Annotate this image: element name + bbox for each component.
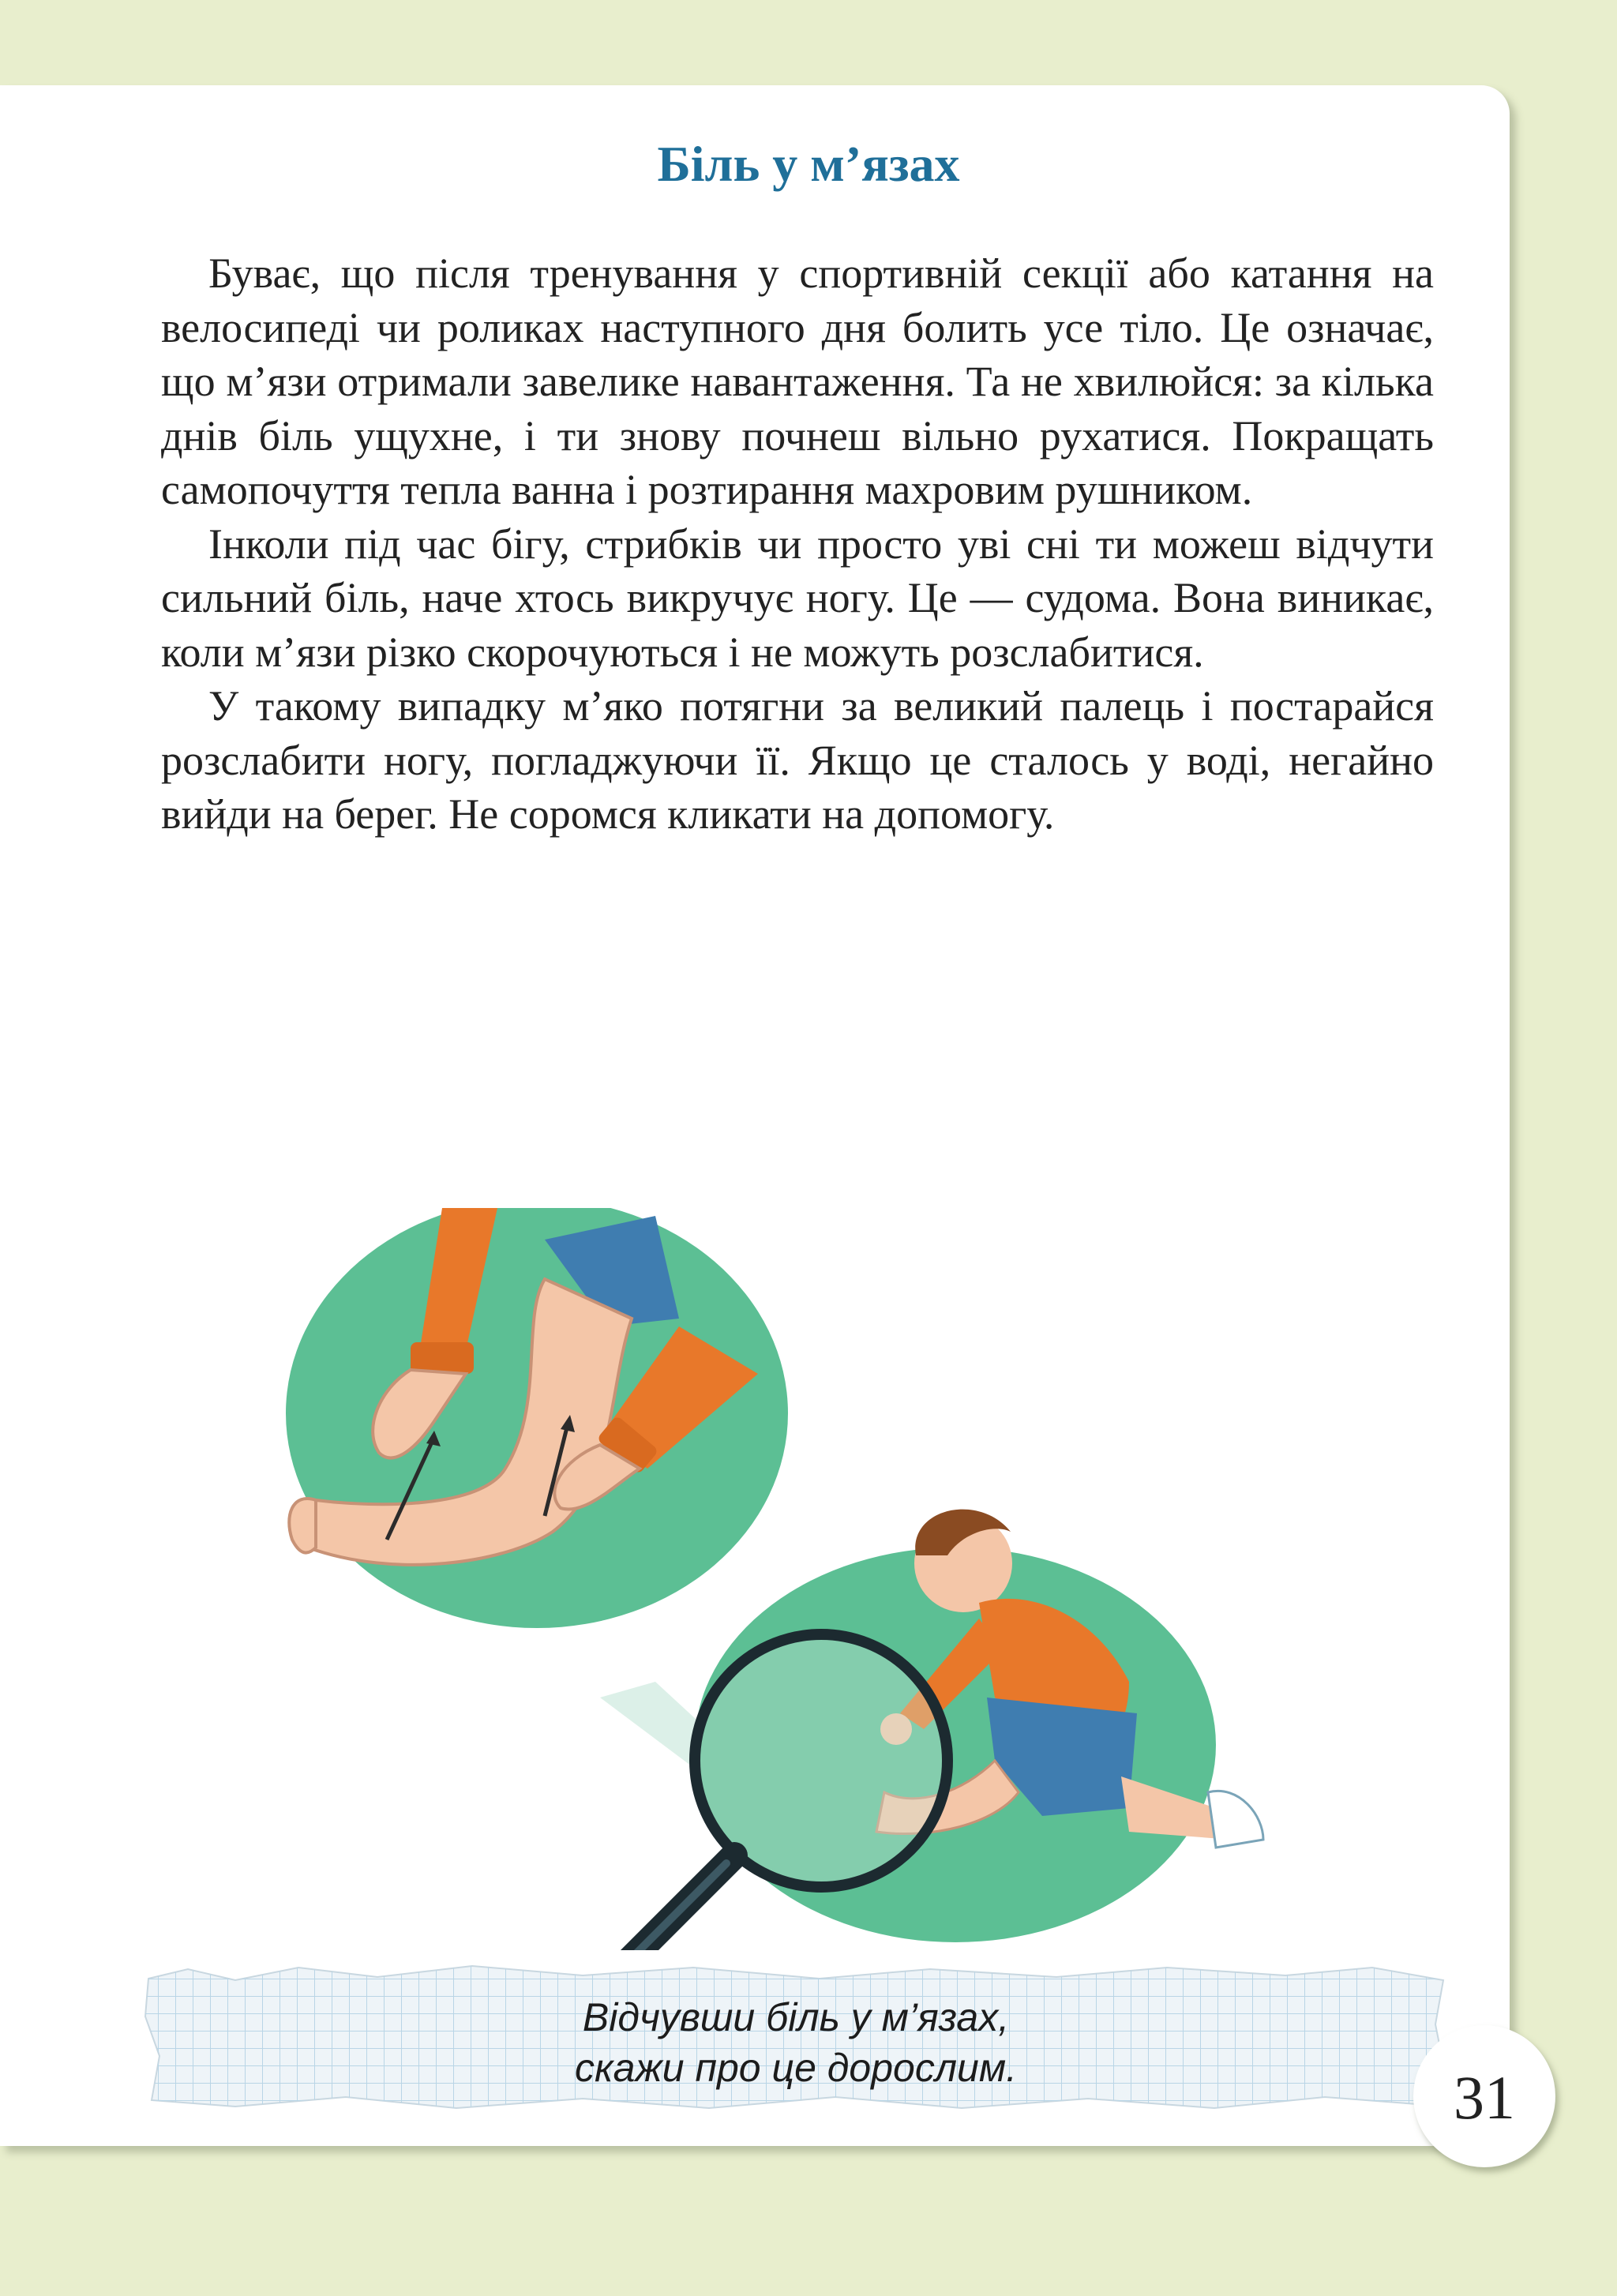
note-line-2: скажи про це дорослим. (574, 2046, 1018, 2090)
body-text (161, 246, 1434, 842)
paragraph-1: Буває, що після тренування у спортивній секції або катання на велосипеді чи роликах наступного дня болить усе тіло. Це означає, що м’язи отримали завелике навантаження. Та не хвилюйся: за кілька днів біль ущухне, і ти знову почнеш вільно рухатися. Покращать самопочуття тепла ванна і розтирання махровим рушником. (161, 249, 1434, 513)
zoomed-foot-circle (286, 1208, 788, 1628)
safety-note (141, 1992, 1451, 2093)
page-title: Біль у м’язах (657, 136, 960, 192)
page-number: 31 (1454, 2063, 1515, 2132)
paragraph-3: У такому випадку м’яко потягни за великий палець і постарайся розслабити ногу, погладжуючи її. Якщо це сталось у воді, негайно вийди на берег. Не соромся кликати на допомогу. (161, 682, 1434, 838)
muscle-cramp-illustration (284, 1208, 1390, 1950)
note-line-1: Відчувши біль у м’язах, (582, 1995, 1010, 2039)
page-number-badge (1413, 2025, 1555, 2167)
paragraph-2: Інколи під час бігу, стрибків чи просто уві сні ти можеш відчути сильний біль, наче хтось викручує ногу. Це — судома. Вона виникає, коли м’язи різко скорочуються і не можуть розслабитися. (161, 520, 1434, 676)
